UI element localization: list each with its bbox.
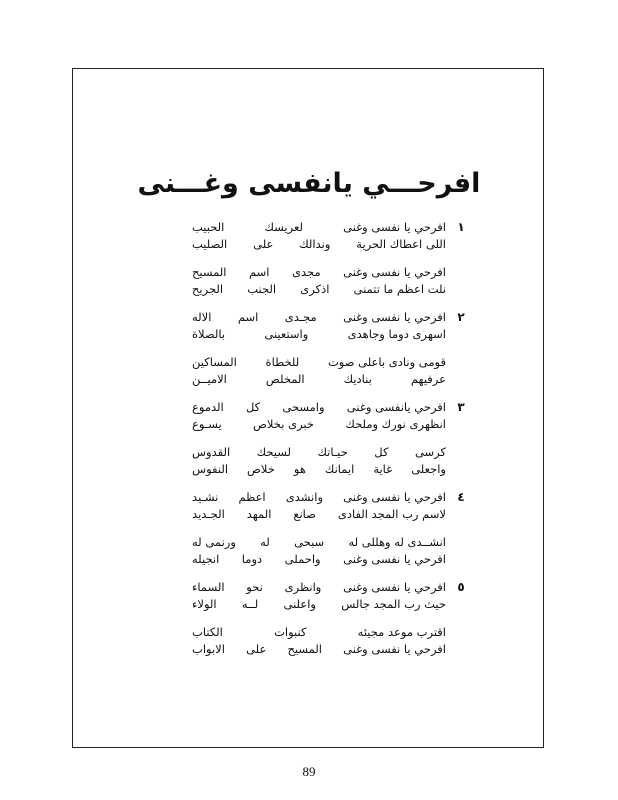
verse-segment: وامسحى bbox=[282, 400, 325, 414]
verse-segment: اذكرى bbox=[300, 282, 330, 296]
verse-segment: واحملى bbox=[284, 552, 321, 566]
verse-line bbox=[192, 445, 446, 462]
song-title: افرحـــي يانفسى وغـــنى bbox=[137, 168, 481, 199]
verse-line bbox=[192, 372, 446, 389]
verse-segment: لسيحك bbox=[256, 445, 291, 459]
verse-line bbox=[192, 597, 446, 614]
verse-segment: ورنمى له bbox=[192, 535, 236, 549]
verse-segment: وندالك bbox=[299, 237, 331, 251]
verse-line bbox=[192, 552, 446, 569]
verse-segment: افرحي يا نفسى وغنى bbox=[343, 490, 446, 504]
verse-segment: عرفيهم bbox=[410, 372, 446, 386]
verse-segment: النفوس bbox=[192, 462, 229, 476]
verse-segment: اقترب موعد مجيئه bbox=[357, 625, 446, 639]
verse-segment: افرحي يانفسى وغنى bbox=[346, 400, 446, 414]
verse-segment: ايمانك bbox=[324, 462, 355, 476]
verse-segment: افرحي يا نفسى وغنى bbox=[343, 580, 446, 594]
verse-segment: وانظرى bbox=[284, 580, 322, 594]
verse-segment: نحو bbox=[246, 580, 263, 594]
stanza-number: ٣ bbox=[457, 400, 465, 414]
stanza bbox=[192, 355, 446, 389]
verse-segment: حيث رب المجد جالس bbox=[341, 597, 446, 611]
verse-segment: القدوس bbox=[192, 445, 231, 459]
verse-segment: نلت اعظم ما تتمنى bbox=[353, 282, 446, 296]
page-number: 89 bbox=[302, 764, 316, 779]
verse-line bbox=[192, 265, 446, 282]
stanza bbox=[192, 400, 465, 434]
verse-segment: انجيله bbox=[192, 552, 220, 566]
verse-segment: افرحي يا نفسى وغنى bbox=[343, 220, 446, 234]
verse-line bbox=[192, 642, 446, 659]
stanza bbox=[192, 445, 446, 479]
stanza-number: ١ bbox=[457, 220, 465, 234]
verse-segment: افرحي يا نفسى وغنى bbox=[343, 552, 446, 566]
lyrics-body bbox=[192, 220, 465, 670]
stanza bbox=[192, 490, 465, 524]
stanza bbox=[192, 580, 465, 614]
verse-segment: حيـاتك bbox=[317, 445, 348, 459]
verse-line bbox=[192, 580, 446, 597]
verse-line bbox=[192, 282, 446, 299]
stanza bbox=[192, 625, 446, 659]
verse-segment: الكتاب bbox=[192, 625, 223, 639]
verse-line bbox=[192, 237, 446, 254]
verse-segment: لاسم رب المجد الفادى bbox=[337, 507, 446, 521]
verse-segment: غاية bbox=[373, 462, 393, 476]
verse-line bbox=[192, 310, 446, 327]
verse-segment: انظهرى نورك وملحك bbox=[345, 417, 446, 431]
verse-segment: الابواب bbox=[192, 642, 225, 656]
verse-line bbox=[192, 507, 446, 524]
verse-segment: على bbox=[253, 237, 274, 251]
verse-segment: اللى اعطاك الحرية bbox=[356, 237, 446, 251]
verse-segment: الاله bbox=[192, 310, 212, 324]
verse-segment: خلاص bbox=[247, 462, 275, 476]
verse-segment: على bbox=[246, 642, 267, 656]
verse-line bbox=[192, 625, 446, 642]
verse-segment: اسم bbox=[237, 310, 259, 324]
verse-segment: المسيح bbox=[287, 642, 322, 656]
verse-segment: المخلص bbox=[265, 372, 305, 386]
verse-segment: المساكين bbox=[192, 355, 237, 369]
verse-segment: افرحي يا نفسى وغنى bbox=[343, 265, 446, 279]
verse-segment: مجدى bbox=[291, 265, 321, 279]
verse-line bbox=[192, 355, 446, 372]
verse-segment: افرحي يا نفسى وغنى bbox=[343, 310, 446, 324]
verse-segment: السماء bbox=[192, 580, 225, 594]
verse-segment: الاميــن bbox=[192, 372, 227, 386]
verse-segment: كل bbox=[374, 445, 389, 459]
stanza bbox=[192, 265, 446, 299]
verse-segment: لــه bbox=[241, 597, 259, 611]
verse-segment: واعلنى bbox=[283, 597, 316, 611]
verse-segment: انشــدى له وهللى له bbox=[348, 535, 446, 549]
stanza bbox=[192, 535, 446, 569]
verse-segment: الحبيب bbox=[192, 220, 225, 234]
verse-line bbox=[192, 327, 446, 344]
verse-segment: بناديك bbox=[343, 372, 372, 386]
verse-segment: اسهرى دوما وجاهدى bbox=[347, 327, 446, 341]
verse-segment: وانشدى bbox=[285, 490, 323, 504]
verse-segment: افرحي يا نفسى وغنى bbox=[343, 642, 446, 656]
stanza-number: ٤ bbox=[457, 490, 465, 504]
verse-segment: للخطاة bbox=[265, 355, 300, 369]
stanza-number: ٥ bbox=[457, 580, 465, 594]
verse-segment: بالصلاة bbox=[192, 327, 226, 341]
verse-segment: واستعينى bbox=[264, 327, 309, 341]
verse-segment: نشـيد bbox=[192, 490, 219, 504]
verse-segment: لعريسك bbox=[264, 220, 304, 234]
verse-line bbox=[192, 535, 446, 552]
verse-line bbox=[192, 462, 446, 479]
stanza-number: ٢ bbox=[457, 310, 465, 324]
verse-segment: له bbox=[260, 535, 270, 549]
verse-segment: قومى ونادى باعلى صوت bbox=[327, 355, 446, 369]
verse-segment: الجنب bbox=[247, 282, 277, 296]
verse-segment: كل bbox=[245, 400, 261, 414]
verse-segment: كنبوات bbox=[274, 625, 307, 639]
verse-segment: واجعلى bbox=[411, 462, 446, 476]
verse-line bbox=[192, 490, 446, 507]
stanza bbox=[192, 310, 465, 344]
verse-line bbox=[192, 400, 446, 417]
verse-segment: الجـديد bbox=[192, 507, 225, 521]
verse-segment: خبرى بخلاص bbox=[253, 417, 315, 431]
verse-segment: الصليب bbox=[192, 237, 228, 251]
verse-segment: صانع bbox=[293, 507, 316, 521]
verse-segment: الدموع bbox=[192, 400, 224, 414]
verse-segment: مجـدى bbox=[284, 310, 317, 324]
verse-segment: اسم bbox=[249, 265, 270, 279]
verse-segment: الولاء bbox=[192, 597, 217, 611]
verse-line bbox=[192, 220, 446, 237]
verse-segment: هو bbox=[293, 462, 306, 476]
verse-segment: اعظم bbox=[238, 490, 266, 504]
verse-segment: المهد bbox=[246, 507, 272, 521]
stanza bbox=[192, 220, 465, 254]
verse-segment: كرسى bbox=[414, 445, 446, 459]
verse-line bbox=[192, 417, 446, 434]
verse-segment: يسـوع bbox=[192, 417, 222, 431]
verse-segment: المسيح bbox=[192, 265, 227, 279]
verse-segment: سبحى bbox=[294, 535, 325, 549]
verse-segment: دوما bbox=[241, 552, 263, 566]
verse-segment: الجريح bbox=[192, 282, 224, 296]
